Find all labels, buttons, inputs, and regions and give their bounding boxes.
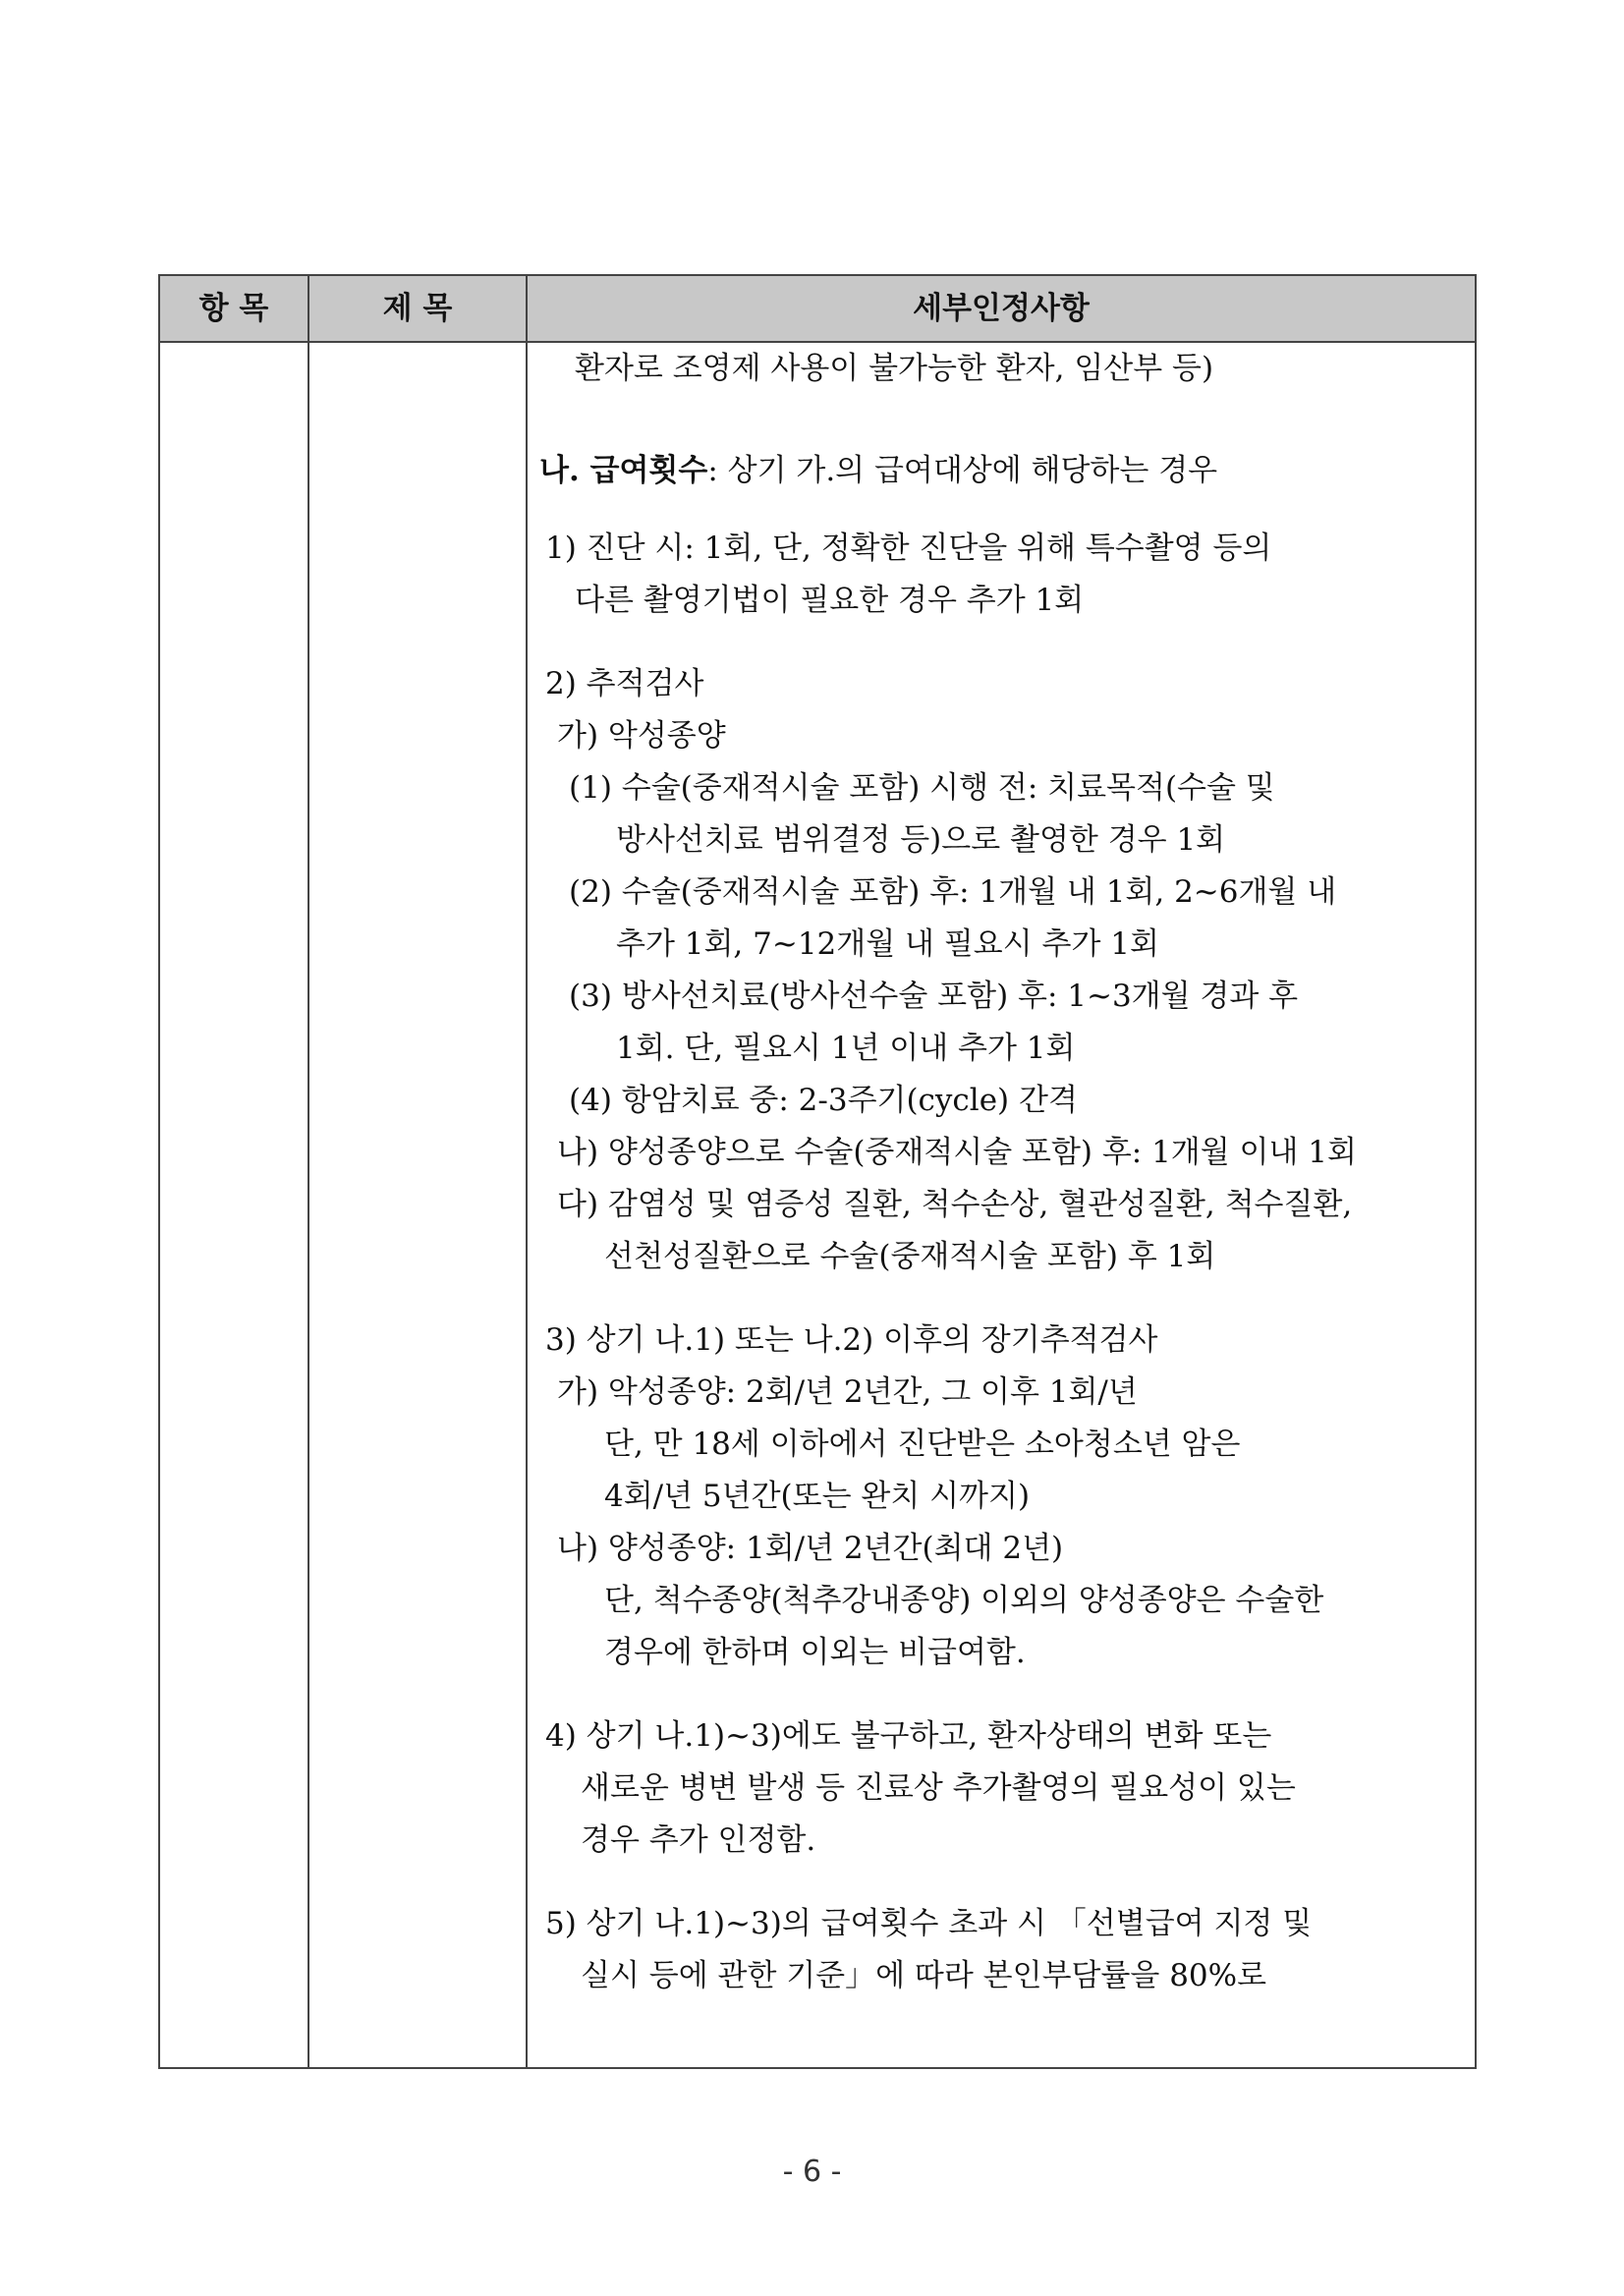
table-header-row [160,276,1475,343]
criteria-table [158,274,1477,2069]
text-line: 2) 추적검사 [545,666,704,701]
text-line: 단, 척수종양(척추강내종양) 이외의 양성종양은 수술한 [604,1583,1324,1618]
section-heading [539,445,1217,497]
text-line: 추가 1회, 7~12개월 내 필요시 추가 1회 [616,926,1159,962]
text-line: (2) 수술(중재적시술 포함) 후: 1개월 내 1회, 2~6개월 내 [569,874,1337,910]
text-line: 3) 상기 나.1) 또는 나.2) 이후의 장기추적검사 [545,1322,1158,1358]
text-line: 가) 악성종양 [557,718,726,754]
text-line: 나) 양성종양: 1회/년 2년간(최대 2년) [557,1531,1064,1566]
text-line: 선천성질환으로 수술(중재적시술 포함) 후 1회 [604,1239,1216,1274]
text-line: 방사선치료 범위결정 등)으로 촬영한 경우 1회 [616,822,1226,858]
section-text: : 상기 가.의 급여대상에 해당하는 경우 [707,453,1218,488]
header-item: 항 목 [198,291,269,326]
details-cell [539,343,1475,2067]
column-divider [526,276,528,2067]
text-line: 나) 양성종양으로 수술(중재적시술 포함) 후: 1개월 이내 1회 [557,1135,1357,1170]
column-divider [308,276,309,2067]
text-line: 경우 추가 인정함. [581,1822,816,1858]
header-details: 세부인정사항 [913,291,1090,326]
text-line: 다른 촬영기법이 필요한 경우 추가 1회 [575,583,1085,618]
text-line: 1회. 단, 필요시 1년 이내 추가 1회 [616,1031,1076,1066]
text-line: 가) 악성종양: 2회/년 2년간, 그 이후 1회/년 [557,1374,1138,1410]
text-line: 실시 등에 관한 기준」에 따라 본인부담률을 80%로 [581,1958,1267,1993]
text-line: 4) 상기 나.1)~3)에도 불구하고, 환자상태의 변화 또는 [545,1718,1272,1754]
header-title: 제 목 [382,291,453,326]
text-line: 4회/년 5년간(또는 완치 시까지) [604,1479,1031,1514]
section-label: 나. 급여횟수 [539,453,708,488]
text-line: (1) 수술(중재적시술 포함) 시행 전: 치료목적(수술 및 [569,770,1275,806]
text-line: 경우에 한하며 이외는 비급여함. [604,1635,1026,1670]
text-line: 1) 진단 시: 1회, 단, 정확한 진단을 위해 특수촬영 등의 [545,531,1272,566]
text-line: 단, 만 18세 이하에서 진단받은 소아청소년 암은 [604,1427,1241,1462]
text-line: (4) 항암치료 중: 2-3주기(cycle) 간격 [569,1083,1078,1118]
text-line: 환자로 조영제 사용이 불가능한 환자, 임산부 등) [575,351,1214,386]
text-line: 새로운 병변 발생 등 진료상 추가촬영의 필요성이 있는 [581,1770,1296,1806]
text-line: 5) 상기 나.1)~3)의 급여횟수 초과 시 「선별급여 지정 및 [545,1906,1313,1941]
page-number: - 6 - [782,2155,842,2189]
text-line: (3) 방사선치료(방사선수술 포함) 후: 1~3개월 경과 후 [569,979,1299,1014]
text-line: 다) 감염성 및 염증성 질환, 척수손상, 혈관성질환, 척수질환, [557,1187,1353,1222]
